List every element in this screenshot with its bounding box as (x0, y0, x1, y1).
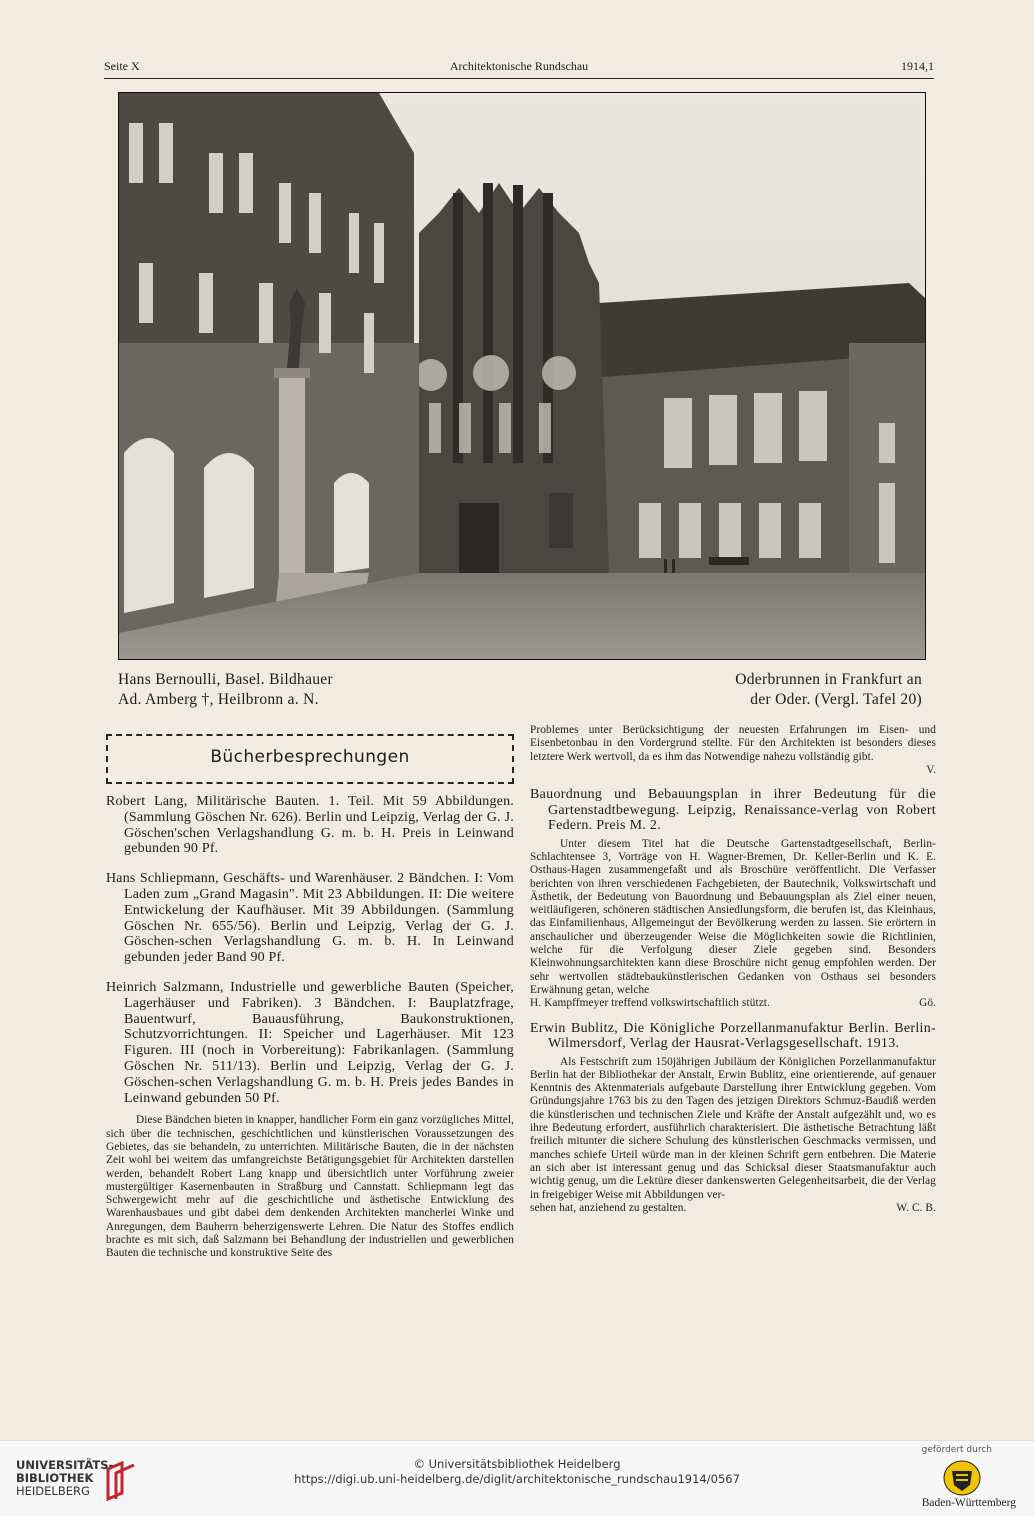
reviewer-signature: W. C. B. (896, 1201, 936, 1214)
section-title: Bücherbesprechungen (210, 747, 410, 767)
logo-line: UNIVERSITÄTS- (16, 1458, 114, 1472)
book-entry: Erwin Bublitz, Die Königliche Porzellanmanufaktur Berlin. Berlin-Wilmersdorf, Verlag der Hausrat-Verlagsgesellschaft. 1913. (530, 1020, 936, 1052)
state-label: Baden-Württemberg (921, 1497, 1016, 1509)
reviewer-signature: V. (926, 763, 936, 776)
book-entry: Hans Schliepmann, Geschäfts- und Warenhäuser. 2 Bändchen. I: Vom Laden zum „Grand Magasin". Mit 23 Abbildungen. II: Die weitere Entwickelung der Kaufhäuser. Mit 39 Abbildungen. (Sammlung Göschen Nr. 655/56). Berlin und Leipzig, Verlag der G. J. Göschen-schen Verlagshandlung G. m. b. H. In Leinwand gebunden jeder Band 90 Pf. (106, 871, 514, 966)
reviewer-signature: Gö. (919, 997, 936, 1010)
review-text: Unter diesem Titel hat die Deutsche Gartenstadtgesellschaft, Berlin-Schlachtensee 3, Vorträge von H. Wagner-Bremen, Dr. Keller-Berlin und K. E. Osthaus-Hagen zusammengefaßt und als Broschüre veröffentlicht. Die Verfasser berichten von ihren verschiedenen Fachgebieten, der Bautechnik, Volkswirtschaft und Ästhetik, der Bedeutung von Bauordnung und Bebauungsplan als Ziel einer neuen, weitläufigeren, schöneren städtischen Ansiedlungsform, die berufen ist, das Kleinhaus, das Einfamilienhaus, Allgemeingut der Bevölkerung werden zu lassen. Sie erörtern in anschaulicher und überzeugender Weise die Möglichkeiten sowie die Richtlinien, welche für die Verfolgung dieser Ziele gegeben sind. Besonders Kleinwohnungsarchitekten kann diese Broschüre nicht genug empfohlen werden. Der sehr wertvollen städtebaukünstlerischen Gedanken von Osthaus sei besonders Erwähnung getan, welche (530, 837, 936, 996)
footer-bar (0, 1440, 1034, 1516)
state-crest-icon (942, 1459, 982, 1497)
logo-line: HEIDELBERG (16, 1484, 90, 1498)
section-title-box (106, 734, 514, 784)
caption-line: Oderbrunnen in Frankfurt an (735, 671, 922, 688)
reviewer-signature-row (530, 1202, 936, 1215)
right-column (530, 724, 936, 1215)
copyright-text: © Universitätsbibliothek Heidelberg (413, 1457, 621, 1471)
photo-image (119, 93, 925, 659)
caption-line: Ad. Amberg †, Heilbronn a. N. (118, 691, 319, 708)
caption-line: Hans Bernoulli, Basel. Bildhauer (118, 671, 333, 688)
caption-credits (118, 670, 498, 710)
reviewer-signature-row (530, 764, 936, 777)
caption-line: der Oder. (Vergl. Tafel 20) (750, 691, 922, 708)
caption-subject (640, 670, 922, 710)
footer-credit (0, 1457, 1034, 1487)
page-number: Seite X (104, 59, 140, 73)
book-entry: Heinrich Salzmann, Industrielle und gewerbliche Bauten (Speicher, Lagerhäuser und Fabriken). 3 Bändchen. I: Bauplatzfrage, Bauentwurf, Bauausführung, Baukonstruktionen, Schutzvorrichtungen. II: Speicher und Lagerhäuser. Mit 123 Figuren. III (noch in Vorbereitung): Fabrikanlagen. (Sammlung Göschen Nr. 511/13). Berlin und Leipzig, Verlag der G. J. Göschen-schen Verlagshandlung G. m. b. H. Preis jedes Bandes in Leinwand gebunden 50 Pf. (106, 979, 514, 1106)
reviewer-signature-row (530, 997, 936, 1010)
book-entry: Bauordnung und Bebauungsplan in ihrer Bedeutung für die Gartenstadtbewegung. Leipzig, Renaissance-verlag von Robert Federn. Preis M. 2. (530, 787, 936, 834)
review-text: Problemes unter Berücksichtigung der neuesten Erfahrungen im Eisen- und Eisenbetonbau in den Vordergrund stellte. Für den Architekten ist besonders dieses letztere Werk wertvoll, da es ihm das Notwendige nahezu vollständig gibt. (530, 724, 936, 763)
logo-line: BIBLIOTHEK (16, 1471, 94, 1485)
review-text: Diese Bändchen bieten in knapper, handlicher Form ein ganz vorzügliches Mittel, sich über die technischen, geschichtlichen und künstlerischen Voraussetzungen des Gebietes, das sie behandeln, zu unterrichten. Militärische Bauten, die in der nächsten Zeit wohl bei weitem das umfangreichste Betätigungsgebiet für Architekten darstellen werden, behandelt Robert Lang knapp und übersichtlich unter Vorführung zweier mustergültiger Kasernenbauten in Straßburg und Cannstatt. Schliepmann legt das Schwergewicht mehr auf die geschichtliche und ästhetische Entwicklung des Warenhausbaues und gibt dabei dem denkenden Architekten mancherlei Winke und Anregungen, dem Bauherrn beherzigenswerte Lehren. Die Natur des Stoffes endlich brachte es mit sich, daß Salzmann bei Behandlung der industriellen und gewerblichen Bauten die technische und konstruktive Seite des (106, 1114, 514, 1260)
running-header (104, 56, 934, 79)
review-text: Als Festschrift zum 150jährigen Jubiläum der Königlichen Porzellanmanufaktur Berlin hat der Bibliothekar der Anstalt, Erwin Bublitz, eine orientierende, auf genauer Kenntnis des Aktenmaterials aufgebaute Darstellung ihrer Entwicklung gegeben. Vom Gründungsjahre 1763 bis zu den Tagen des jetzigen Direktors Schmuz-Baudiß werden die künstlerischen und technischen Ziele und Kräfte der Anstalt aufgezählt und, wo es ihre Bedeutung erfordert, ausführlich charakterisiert. Die ästhetische Betrachtung läßt freilich mitunter die sichere Schulung des künstlerischen Geschmacks vermissen, und manches schiefe Urteil würde man in der kleinen Schrift gern entbehren. Die Materie an sich aber ist interessant genug und das Schicksal dieser Staatsmanufaktur auch wichtig genug, um die Lektüre dieser dankenswerten Gelegenheitsarbeit, die der Verlag in freigebiger Weise mit Abbildungen ver- (530, 1055, 936, 1201)
review-last-line: H. Kampffmeyer treffend volkswirtschaftlich stützt. (530, 997, 770, 1010)
source-url-link[interactable]: https://digi.ub.uni-heidelberg.de/diglit/architektonische_rundschau1914/0567 (294, 1472, 740, 1486)
volume-number: 1914,1 (901, 59, 934, 73)
left-column (106, 730, 514, 1261)
funded-by-label: gefördert durch (921, 1445, 992, 1455)
photo-oderbrunnen (118, 92, 926, 660)
review-last-line: sehen hat, anziehend zu gestalten. (530, 1201, 687, 1214)
journal-title: Architektonische Rundschau (449, 59, 589, 73)
book-entry: Robert Lang, Militärische Bauten. 1. Teil. Mit 59 Abbildungen. (Sammlung Göschen Nr. 626). Berlin und Leipzig, Verlag der G. J. Göschen'schen Verlagshandlung G. m. b. H. Preis in Leinwand gebunden 90 Pf. (106, 794, 514, 857)
